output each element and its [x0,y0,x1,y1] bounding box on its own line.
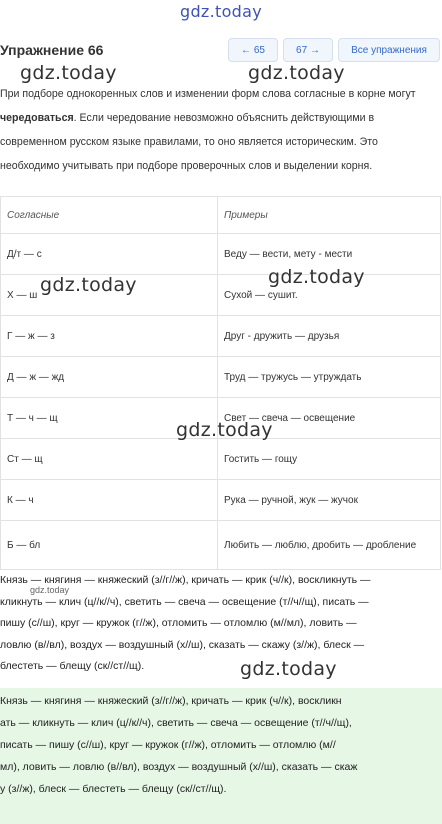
table-cell: Г — ж — з [1,316,218,357]
next-exercise-button[interactable]: 67 → [283,38,333,62]
table-cell: Х — ш [1,275,218,316]
watermark: gdz.today [240,658,337,680]
watermark: gdz.today [248,62,345,84]
table-row [1,234,441,275]
table-row [1,357,441,398]
table-cell: К — ч [1,480,218,521]
table-row [1,439,441,480]
watermark-top: gdz.today [180,2,262,21]
table-cell: Рука — ручной, жук — жучок [218,480,441,521]
table-row [1,316,441,357]
intro-part2: . Если чередование невозможно объяснить действующими в современном русском языке правилами, то оно является историческим. Это необходимо учитывать при подборе проверочных слов и выделении корня. [0,112,378,172]
answer-line: кликнуть — клич (ц//к//ч), светить — свеча — освещение (т//ч//щ), писать — [0,595,369,608]
intro-paragraph [0,82,440,178]
watermark-small: gdz.today [30,585,70,595]
answer-line: ловлю (в//вл), воздух — воздушный (х//ш), сказать — скажу (з//ж), блеск — [0,638,365,651]
intro-part1: При подборе однокоренных слов и изменении форм слова согласные в корне могут [0,88,416,100]
answer-line: писать — пишу (с//ш), круг — кружок (г//ж), отломить — отломлю (м// [0,739,336,751]
answer-line: блестеть — блещу (ск//ст//щ). [0,660,145,672]
answer-line: пишу (с//ш), круг — кружок (г//ж), отломить — отломлю (м//мл), ловить — [0,617,357,629]
intro-bold: чередоваться [0,112,74,124]
answer-line: ать — кликнуть — клич (ц//к//ч), светить — свеча — освещение (т//ч//щ), [0,717,352,729]
watermark: gdz.today [268,266,365,288]
watermark: gdz.today [176,419,273,441]
table-cell: Д/т — с [1,234,218,275]
table-cell: Гостить — гощу [218,439,441,480]
all-exercises-button[interactable]: Все упражнения [338,38,440,62]
table-cell: Б — бл [1,521,218,570]
alternation-table [0,196,441,570]
table-cell: Д — ж — жд [1,357,218,398]
table-row [1,521,441,570]
table-cell: Любить — люблю, дробить — дробление [218,521,441,570]
table-cell: Ст — щ [1,439,218,480]
table-cell: Труд — тружусь — утруждать [218,357,441,398]
answer-line: Князь — княгиня — княжеский (з//г//ж), кричать — крик (ч//к), воскликн [0,695,342,707]
table-cell: Друг - дружить — друзья [218,316,441,357]
table-cell: Сухой — сушит. [218,275,441,316]
table-header: Примеры [218,197,441,234]
answer-line: мл), ловить — ловлю (в//вл), воздух — воздушный (х//ш), сказать — скаж [0,761,358,773]
table-cell: Свет — свеча — освещение [218,398,441,439]
watermark: gdz.today [40,274,137,296]
table-row [1,480,441,521]
table-header: Согласные [1,197,218,234]
highlighted-answer-text [0,690,440,800]
answer-line: у (з//ж), блеск — блестеть — блещу (ск//ст//щ). [0,783,227,795]
watermark: gdz.today [20,62,117,84]
table-cell: Т — ч — щ [1,398,218,439]
table-cell: Веду — вести, мету - мести [218,234,441,275]
answer-line: Князь — княгиня — княжеский (з//г//ж), кричать — крик (ч//к), воскликнуть — [0,574,371,586]
table-header-row [1,197,441,234]
prev-exercise-button[interactable]: ← 65 [228,38,278,62]
page-title: Упражнение 66 [0,42,104,58]
exercise-header [0,38,442,64]
